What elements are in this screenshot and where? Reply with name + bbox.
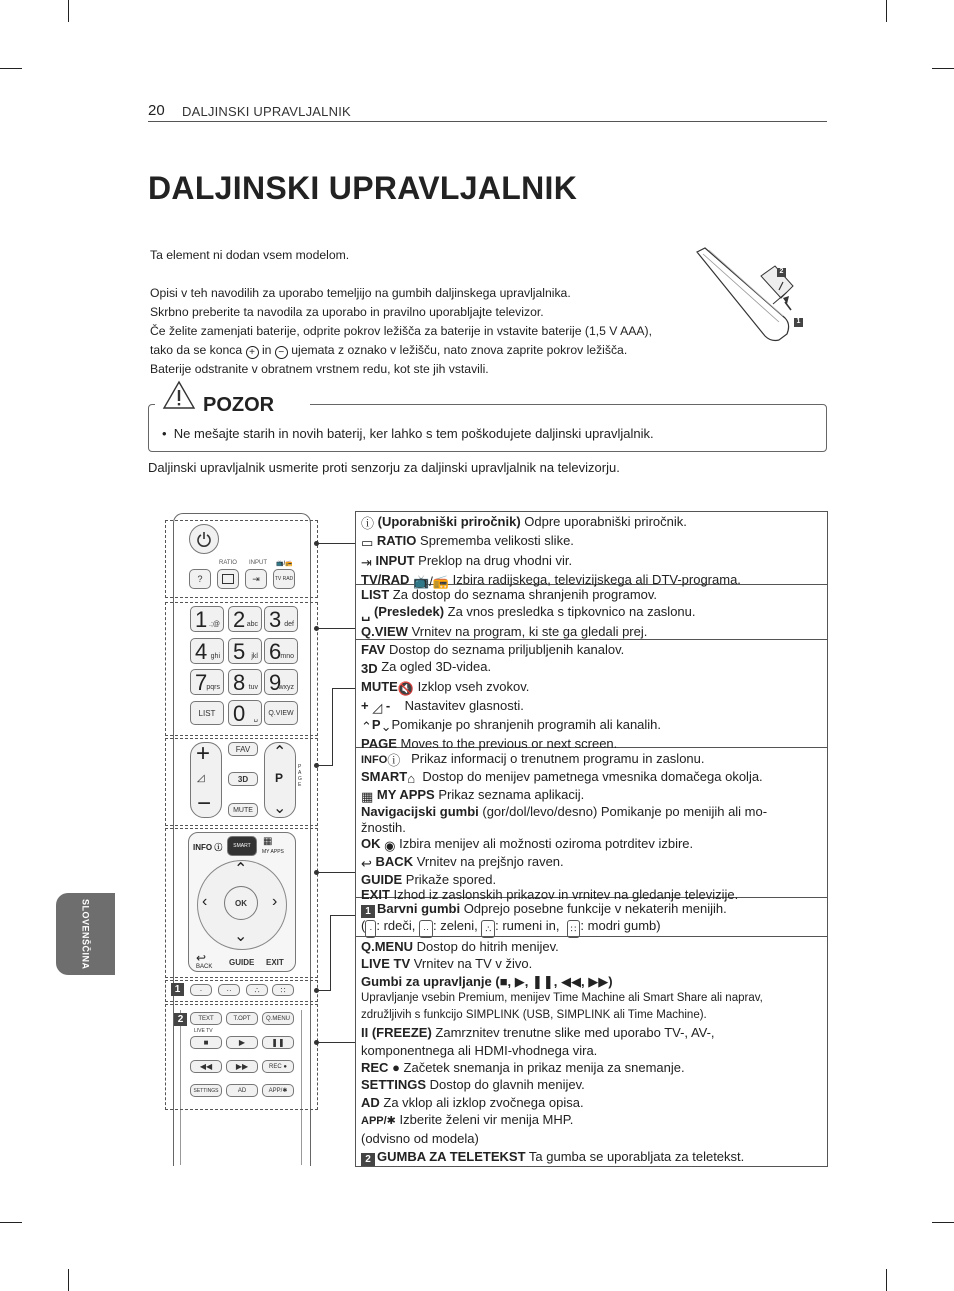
crop-mark: [886, 0, 887, 22]
settings-button[interactable]: SETTINGS: [190, 1084, 222, 1097]
intro-line: tako da se konca + in − ujemata z oznako v ležišču, nato znova zaprite pokrov ležišča.: [150, 343, 628, 358]
3d-button[interactable]: 3D: [228, 772, 258, 786]
crop-mark: [68, 0, 69, 22]
text-button[interactable]: TEXT: [190, 1012, 222, 1025]
description-row: Q.MENU Dostop do hitrih menijev. LIVE TV Vrnitev na TV v živo. Gumbi za upravljanje (■, ▶, ❚❚, ◀◀, ▶▶) Upravljanje vsebin Premium, menijev Time Machine ali Smart Share ali naprav, združljivih s funkcijo SIMPLINK (USB, SIMPLINK ali Time Machine). II (FREEZE) Zamrznitev trenutne slike med uporabo TV-, AV-, komponentnega ali HDMI-vhodnega vira. REC ● Začetek snemanja in prikaz menija za snemanje. SETTINGS Dostop do glavnih menijev. AD Za vklop ali izklop zvočnega opisa. APP/✱ Izberite želeni vir menija MHP. (odvisno od modela) 2 GUMBA ZA TELETEKST Ta gumba se uporabljata za teletekst.: [361, 939, 763, 1165]
live-tv-label: LIVE TV: [194, 1028, 213, 1034]
home-icon: ⌂: [407, 770, 416, 786]
key-4[interactable]: 4 ghi: [190, 638, 224, 664]
qview-button[interactable]: Q.VIEW: [264, 701, 298, 725]
nav-up-icon[interactable]: ⌃: [234, 861, 248, 878]
ratio-icon: [222, 574, 234, 584]
nav-down-icon[interactable]: ⌄: [234, 928, 248, 945]
key-7[interactable]: 7 pqrs: [190, 669, 224, 695]
yellow-button[interactable]: ∴: [246, 984, 268, 996]
ok-button[interactable]: OK: [224, 886, 258, 920]
power-icon: [196, 531, 212, 547]
intro-text: [150, 246, 710, 379]
page-title: DALJINSKI UPRAVLJALNIK: [148, 170, 578, 206]
channel-down-icon: ⌄: [273, 800, 287, 817]
mute-button[interactable]: MUTE: [228, 803, 258, 817]
ad-button[interactable]: AD: [226, 1084, 258, 1097]
crop-mark: [0, 68, 22, 69]
button-description-table: [355, 511, 828, 1167]
key-2[interactable]: 2 abc: [228, 606, 262, 632]
input-icon: ⇥: [361, 554, 372, 570]
space-icon: ␣: [361, 606, 371, 622]
ratio-button[interactable]: [217, 569, 239, 589]
channel-up-icon: ⌃: [273, 744, 287, 761]
info-button[interactable]: INFO ⓘ: [193, 843, 223, 852]
smart-button[interactable]: SMART: [227, 836, 257, 856]
battery-badge-label: 1: [796, 318, 801, 325]
volume-icon: ◿: [372, 699, 383, 715]
ok-icon: ◉: [384, 837, 396, 853]
caution-title: POZOR: [203, 394, 275, 416]
color-buttons-badge: 1: [171, 983, 184, 996]
key-6[interactable]: 6 mno: [264, 638, 298, 664]
point-remote-text: Daljinski upravljalnik usmerite proti senzorju za daljinski upravljalnik na televizorju.: [148, 460, 620, 475]
description-row: FAV Dostop do seznama priljubljenih kanalov. 3D Za ogled 3D-videa. MUTE🔇 Izklop vseh zvokov. + ◿ - Nastavitev glasnosti. ⌃P⌄Pomikanje po shranjenih programih ali kanalih. PAGE Moves to the previous or next screen.: [356, 640, 827, 748]
nav-right-icon[interactable]: ›: [272, 893, 278, 910]
play-button[interactable]: ▶: [226, 1036, 258, 1049]
my-apps-icon: ▦: [263, 836, 273, 847]
description-row: 1 Barvni gumbi Odprejo posebne funkcije v nekaterih menijih. ( · : rdeči, ·· : zeleni, ∴ : rumeni in, ∷ : modri gumb): [356, 898, 827, 937]
app-button[interactable]: APP/✱: [262, 1084, 294, 1097]
stop-button[interactable]: ■: [190, 1036, 222, 1049]
header-rule: [148, 121, 827, 122]
qmenu-button[interactable]: Q.MENU: [262, 1012, 294, 1025]
battery-badge-label: 2: [779, 268, 784, 275]
crop-mark: [932, 1222, 954, 1223]
intro-line: Baterije odstranite v obratnem vrstnem redu, kot ste jih vstavili.: [150, 362, 489, 376]
red-button-icon: ·: [365, 920, 376, 938]
ratio-label: RATIO: [219, 560, 237, 566]
green-button-icon: ··: [419, 920, 433, 938]
space-icon: ␣: [253, 715, 258, 722]
crop-mark: [886, 1269, 887, 1291]
remote-group-color: [165, 980, 318, 1002]
key-8[interactable]: 8 tuv: [228, 669, 262, 695]
volume-down-icon: −: [197, 790, 212, 817]
crop-mark: [68, 1269, 69, 1291]
intro-line: Če želite zamenjati baterije, odprite pokrov ležišča za baterije in vstavite baterije (1,5 V AAA),: [150, 324, 652, 338]
warning-icon: [162, 380, 196, 410]
tvrad-label: 📺/📻: [276, 561, 293, 567]
my-apps-icon: ▦: [361, 788, 374, 804]
description-row: LIST Za dostop do seznama shranjenih programov. ␣ (Presledek) Za vnos presledka s tipkovnico na zaslonu. Q.VIEW Vrnitev na program, ki ste ga gledali prej.: [356, 585, 827, 640]
input-button[interactable]: [245, 569, 267, 589]
tv-rad-button[interactable]: TV RAD: [273, 569, 295, 589]
my-apps-button[interactable]: MY APPS: [262, 849, 284, 855]
blue-button[interactable]: ∷: [272, 984, 294, 996]
teletext-badge: 2: [174, 1013, 187, 1026]
crop-mark: [932, 68, 954, 69]
key-5[interactable]: 5 jkl: [228, 638, 262, 664]
green-button[interactable]: ··: [218, 984, 240, 996]
back-icon: ↩: [361, 855, 372, 871]
list-button[interactable]: LIST: [190, 701, 224, 725]
intro-line: Ta element ni dodan vsem modelom.: [150, 248, 350, 262]
user-guide-icon: ⓘ: [361, 516, 375, 531]
info-icon: ⓘ: [387, 753, 401, 768]
crop-mark: [0, 1222, 22, 1223]
key-1[interactable]: 1 .;@: [190, 606, 224, 632]
ratio-icon: ▭: [361, 535, 374, 551]
power-button[interactable]: [189, 524, 219, 554]
exit-button[interactable]: EXIT: [266, 958, 284, 967]
back-button[interactable]: BACK: [196, 964, 213, 970]
3d-icon: 3D: [361, 661, 378, 677]
key-0[interactable]: 0 ␣: [228, 700, 262, 726]
back-icon: ↩: [196, 951, 207, 965]
description-row: ⓘ (Uporabniški priročnik) Odpre uporabniški priročnik. ▭ RATIO Sprememba velikosti slike. ⇥ INPUT Preklop na drug vhodni vir. TV/RAD 📺/📻 Izbira radijskega, televizijskega ali DTV-programa.: [356, 512, 827, 585]
mute-icon: 🔇: [397, 680, 415, 696]
fav-button[interactable]: FAV: [228, 742, 258, 756]
caution-bullet: • Ne mešajte starih in novih baterij, ker lahko s tem poškodujete daljinski upravljalnik.: [162, 426, 654, 441]
help-icon: ?: [197, 574, 203, 584]
input-label: INPUT: [249, 560, 267, 566]
tv-radio-icon: 📺/📻: [413, 573, 450, 589]
pause-button[interactable]: ❚❚: [262, 1036, 294, 1049]
volume-up-icon: +: [196, 740, 211, 767]
rewind-button[interactable]: ◀◀: [190, 1060, 222, 1073]
language-tab-label: SLOVENŠČINA: [80, 898, 91, 970]
yellow-button-icon: ∴: [481, 920, 495, 938]
page-label: PAGE: [298, 764, 302, 788]
key-3[interactable]: 3 def: [264, 606, 298, 632]
user-guide-button[interactable]: [189, 569, 211, 589]
battery-cover-illustration: [695, 246, 815, 346]
plus-terminal-icon: +: [246, 346, 259, 359]
page-number: 20: [148, 102, 165, 119]
topt-button[interactable]: T.OPT: [226, 1012, 258, 1025]
forward-button[interactable]: ▶▶: [226, 1060, 258, 1073]
remote-group-top: [165, 520, 318, 598]
nav-left-icon[interactable]: ‹: [202, 893, 208, 910]
blue-button-icon: ∷: [567, 920, 581, 938]
chevron-down-icon: ⌄: [380, 719, 392, 735]
red-button[interactable]: ·: [190, 984, 212, 996]
input-icon: ⇥: [252, 573, 260, 584]
volume-icon: ◿: [197, 773, 205, 784]
rec-button[interactable]: REC ●: [262, 1060, 294, 1073]
channel-label: P: [275, 771, 284, 785]
description-row: INFOⓘ Prikaz informacij o trenutnem programu in zaslonu. SMART⌂ Dostop do menijev pametnega vmesnika domačega okolja. ▦ MY APPS Prikaz seznama aplikacij. Navigacijski gumbi (gor/dol/levo/desno) Pomikanje po menijih ali mo- žnostih. OK ◉ Izbira menijev ali možnosti oziroma potrditev izbire. ↩ BACK Vrnitev na prejšnjo raven. GUIDE Prikaže spored. EXIT Izhod iz zaslonskih prikazov in vrnitev na gledanje televizije.: [356, 748, 827, 898]
intro-line: Opisi v teh navodilih za uporabo temeljijo na gumbih daljinskega upravljalnika.: [150, 286, 571, 300]
chevron-up-icon: ⌃: [361, 719, 372, 735]
minus-terminal-icon: −: [275, 346, 288, 359]
guide-button[interactable]: GUIDE: [229, 958, 255, 967]
key-9[interactable]: 9 wxyz: [264, 669, 298, 695]
intro-line: Skrbno preberite ta navodila za uporabo in pravilno uporabljajte televizor.: [150, 305, 544, 319]
section-title: DALJINSKI UPRAVLJALNIK: [182, 104, 351, 119]
